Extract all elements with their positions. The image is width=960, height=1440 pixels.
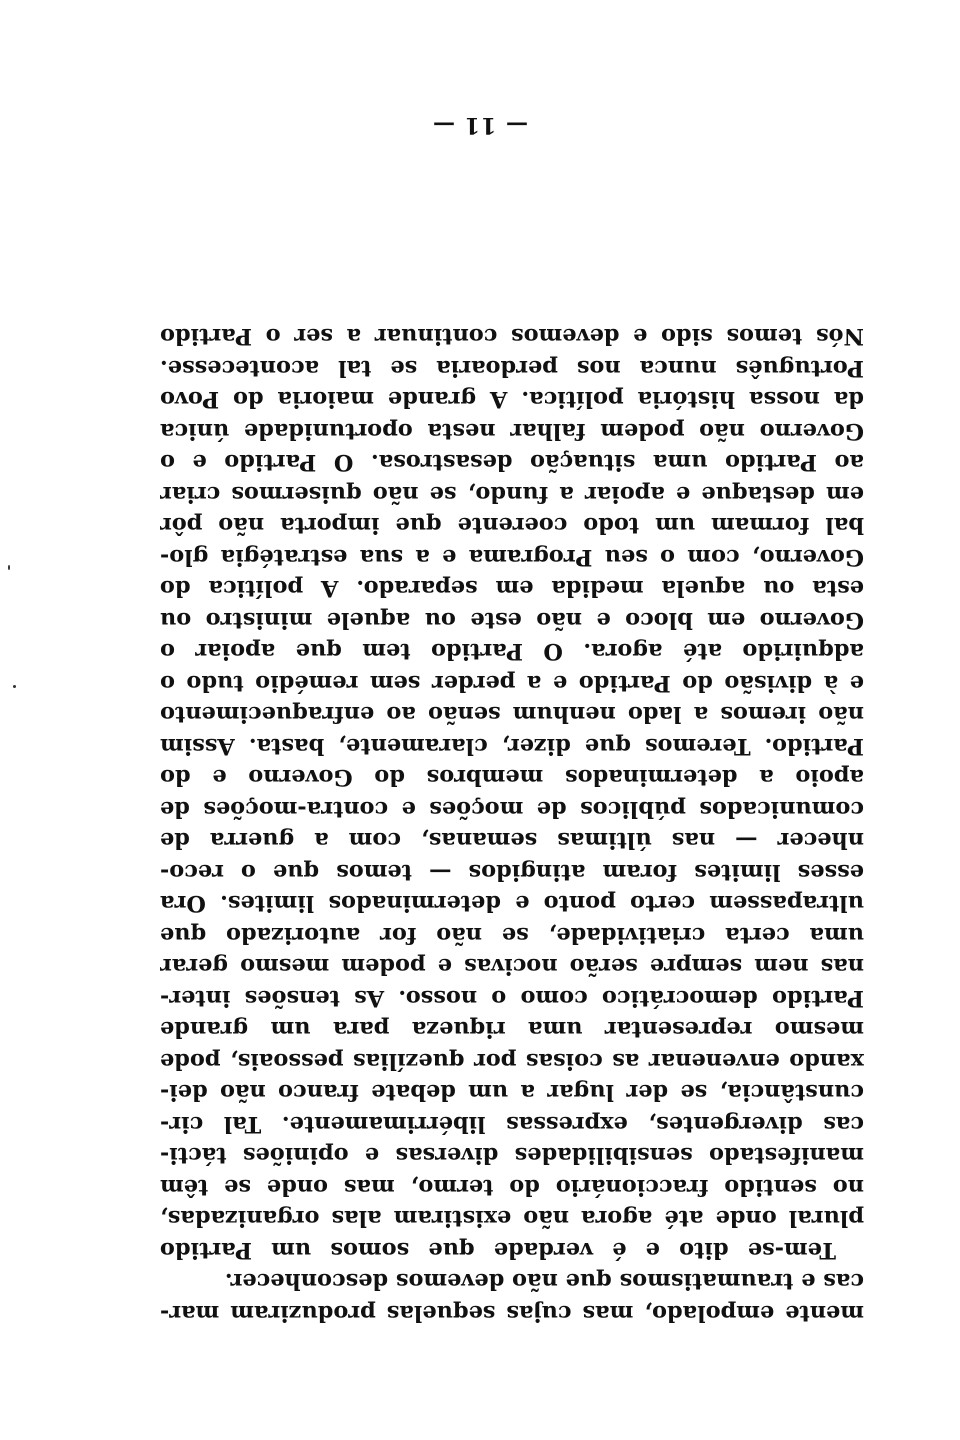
text-line: mente empolado, mas cujas sequelas produziram mar- xyxy=(160,1300,864,1326)
text-line: da nossa história política. A grande maioria do Povo xyxy=(160,386,864,413)
text-line: cas e traumatismos que não devemos desconhecer. xyxy=(224,1268,864,1295)
text-line: comunicados públicos de moções e contra-moções de xyxy=(160,796,864,822)
text-line: uma certa criatividade, se não for autorizado que xyxy=(160,922,864,948)
text-line: Nós temos sido e devemos continuar a ser o Partido xyxy=(160,323,864,350)
text-line: Partido democrático como o nosso. As tensões inter- xyxy=(160,985,864,1011)
ink-speck xyxy=(8,565,10,570)
text-line: Governo em bloco e não este ou aquele ministro ou xyxy=(160,607,864,633)
text-line: Governo não podem falhar nesta oportunidade única xyxy=(160,418,864,444)
text-line: Partido. Teremos que dizer, claramente, basta. Assim xyxy=(160,733,864,759)
text-line: esses limites foram atingidos — temos que o reco- xyxy=(160,859,864,885)
text-line: Tem-se dito e é verdade que somos um Partido xyxy=(160,1237,836,1263)
text-line: Português nunca nos perdoaria se tal acontecesse. xyxy=(160,355,864,381)
text-line: bal formam um todo coerente que importa não pôr xyxy=(160,512,864,539)
page-number: — 11 — xyxy=(432,112,528,138)
text-line: apoio a determinados membros do Governo e do xyxy=(160,764,864,791)
text-line: e à divisão do Partido e a perder sem remédio tudo o xyxy=(160,670,864,696)
text-line: em destaque e apoiar a fundo, se não quisermos criar xyxy=(160,481,864,507)
body-text xyxy=(160,320,864,1328)
text-line: nas nem sempre serão nocivas e podem mesmo gerar xyxy=(160,953,864,980)
ink-speck xyxy=(13,685,16,688)
text-line: nhecer — nas últimas semanas, com a guerra de xyxy=(160,827,864,854)
text-line: xando envenenar as coisas por quezílias pessoais, pode xyxy=(160,1048,864,1074)
text-line: esta ou aquela medida em separado. A política do xyxy=(160,575,864,602)
text-line: cunstância, se der lugar a um debate franco não dei- xyxy=(160,1079,864,1106)
text-line: não iremos a lado nenhum senão ao enfraquecimento xyxy=(160,701,864,728)
text-line: ultrapassem certo ponto e determinados limites. Ora xyxy=(160,890,864,917)
text-line: plural onde até agora não existiram alas organizadas, xyxy=(160,1205,864,1232)
text-line: mesmo representar uma riqueza para um grande xyxy=(160,1016,864,1043)
text-line: ao Partido uma situação desastrosa. O Partido e o xyxy=(160,449,864,476)
text-line: Governo, com o seu Programa e a sua estratégia glo- xyxy=(160,544,864,570)
text-line: cas divergentes, expressas libérrimamente. Tal cir- xyxy=(160,1111,864,1137)
text-line: manifestado sensibilidades diversas e opiniões tácti- xyxy=(160,1142,864,1169)
text-line: no sentido fraccionário do termo, mas onde se têm xyxy=(160,1174,864,1200)
text-line: adquirido até agora. O Partido tem que apoiar o xyxy=(160,638,864,665)
